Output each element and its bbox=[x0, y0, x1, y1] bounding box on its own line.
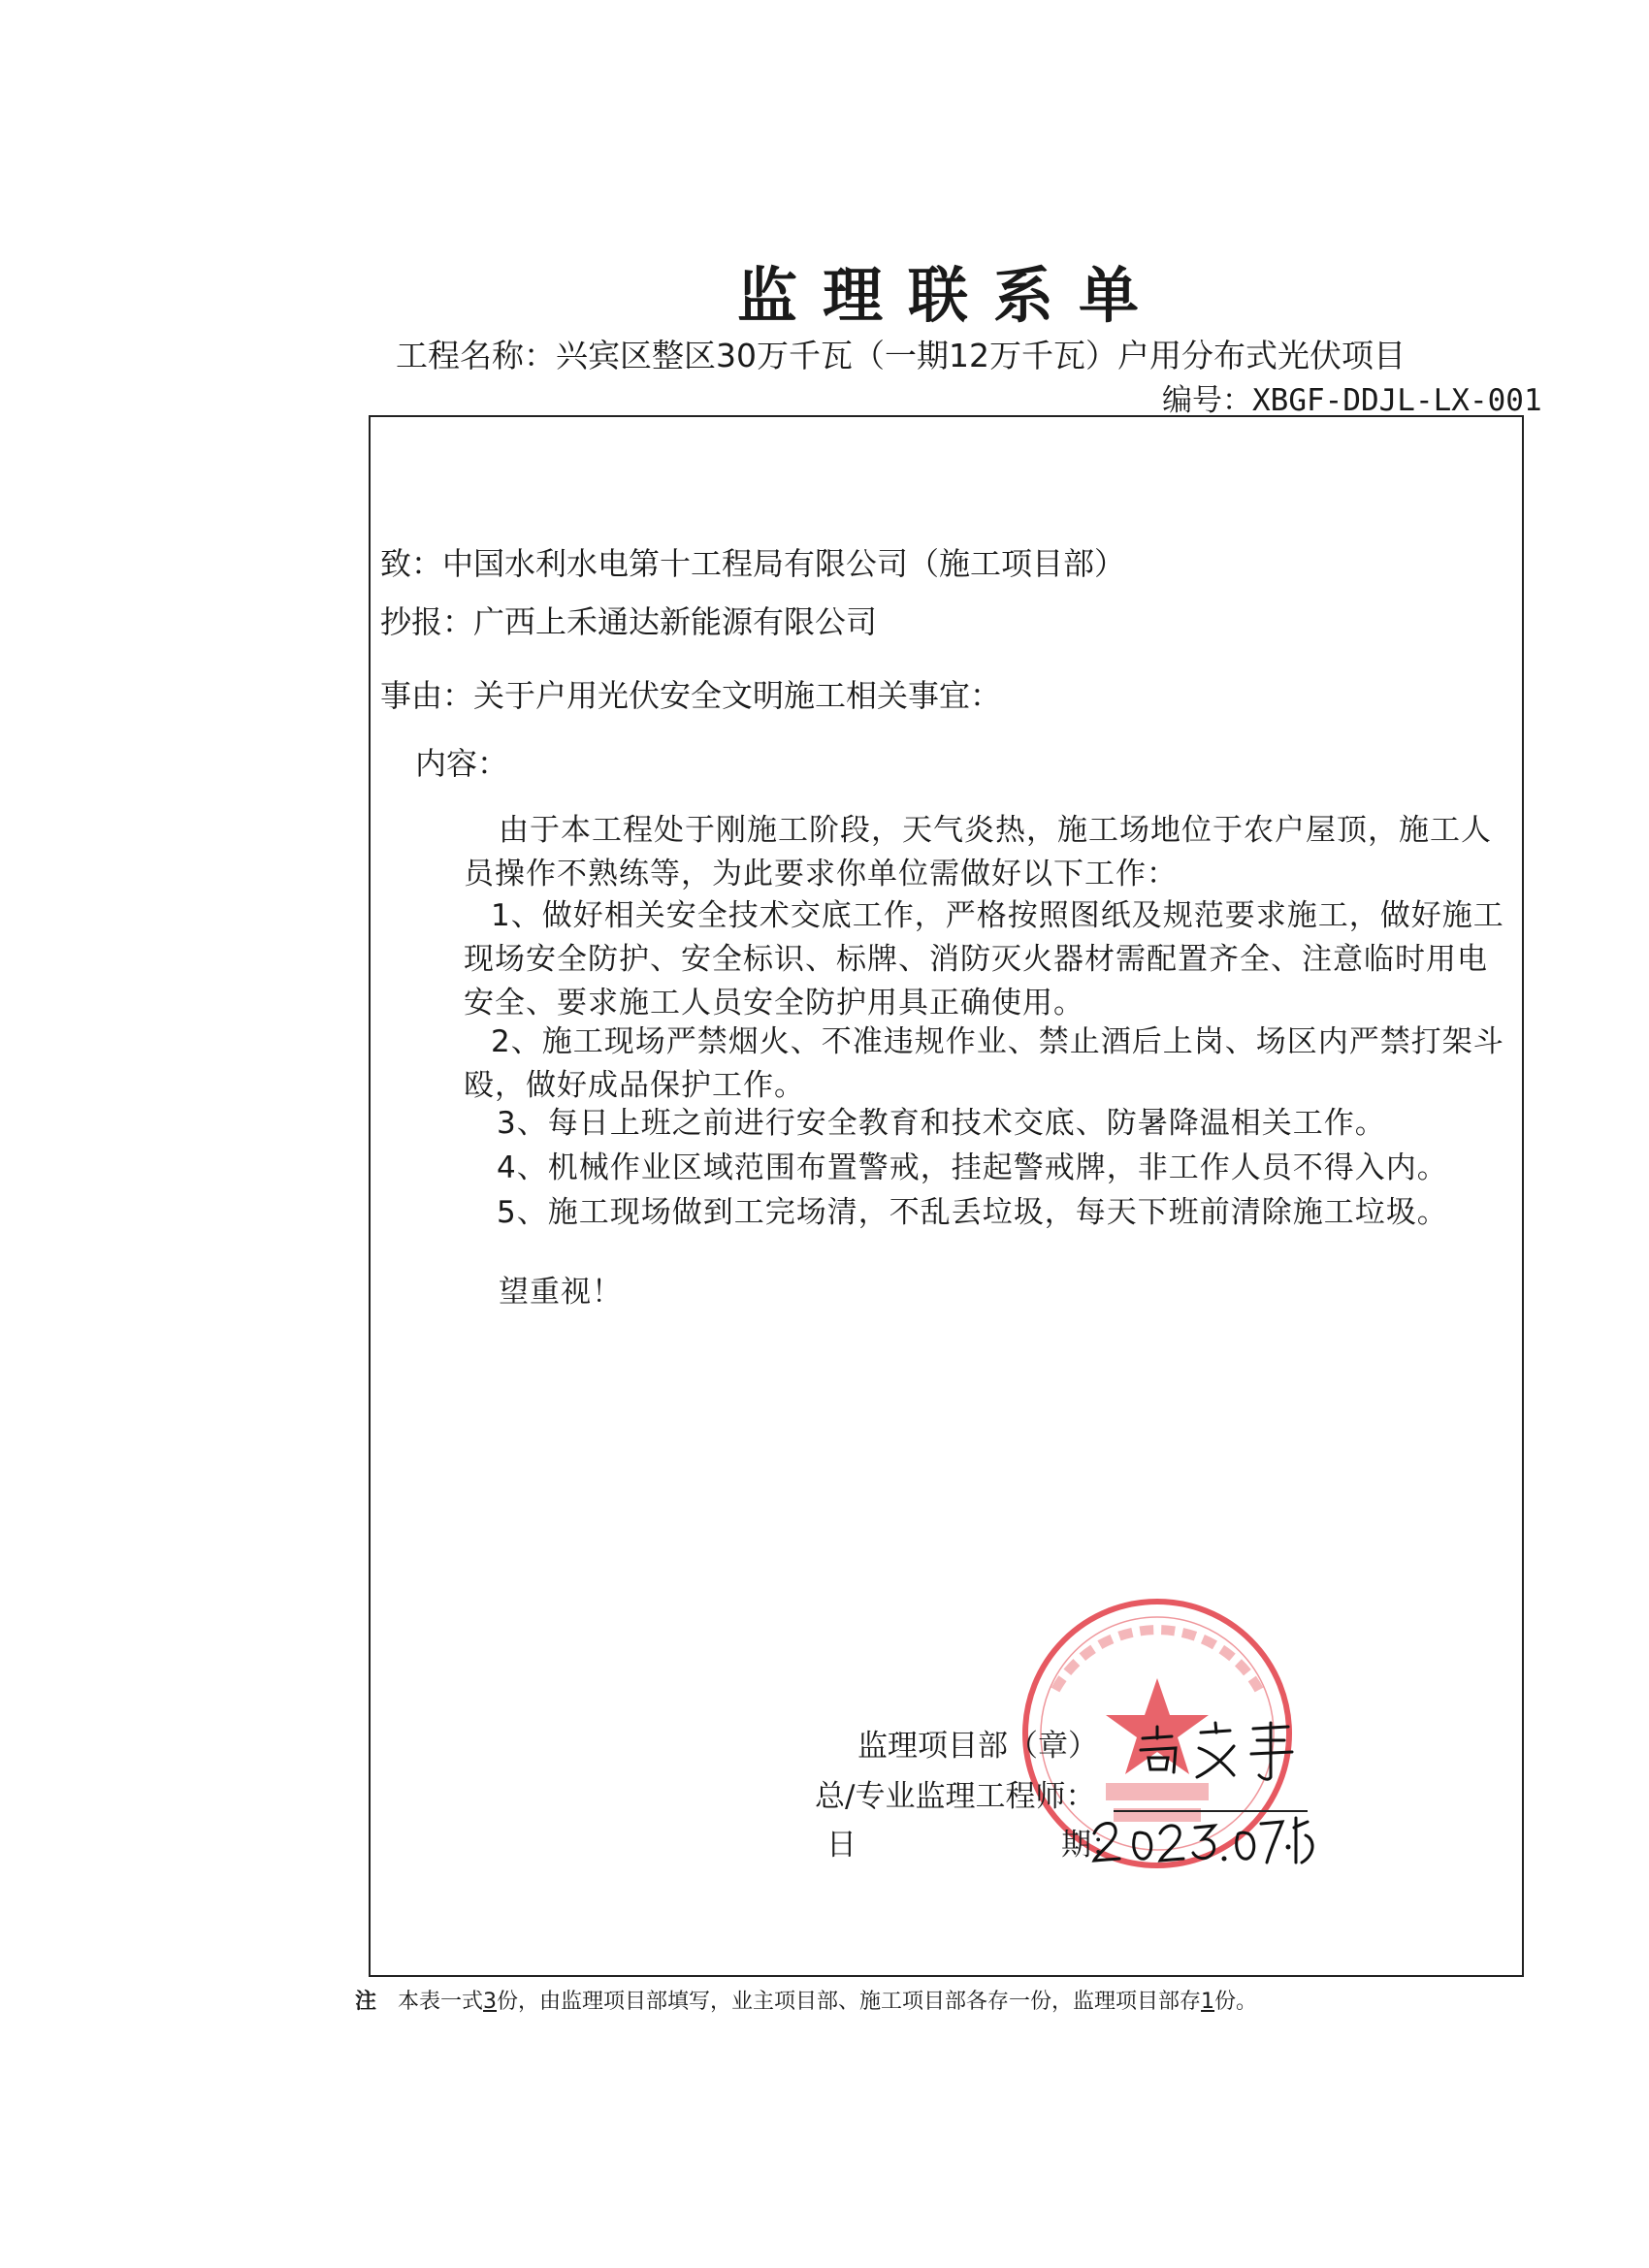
closing-remark: 望重视！ bbox=[499, 1275, 623, 1310]
list-item-2: 2、施工现场严禁烟火、不准违规作业、禁止酒后上岗、场区内严禁打架斗殴，做好成品保护工作。 bbox=[464, 1024, 1504, 1103]
footnote-part-2: 份，由监理项目部填写，业主项目部、施工项目部各存一份，监理项目部存 bbox=[497, 1990, 1202, 2014]
handwritten-date bbox=[1086, 1806, 1319, 1874]
engineer-label: 总/专业监理工程师： bbox=[815, 1779, 1096, 1814]
serial-label: 编号： bbox=[1162, 383, 1252, 418]
project-name: 兴宾区整区30万千瓦（一期12万千瓦）户用分布式光伏项目 bbox=[556, 337, 1406, 374]
date-label-char-2: 期： bbox=[1061, 1828, 1121, 1863]
serial-number: XBGF-DDJL-LX-001 bbox=[1252, 383, 1542, 418]
recipient-label: 致： bbox=[380, 545, 443, 582]
handwritten-signature bbox=[1133, 1719, 1327, 1787]
footnote-part-1: 本表一式 bbox=[398, 1990, 484, 2014]
footnote-label: 注 bbox=[355, 1990, 377, 2014]
subject: 关于户用光伏安全文明施工相关事宜： bbox=[473, 677, 1002, 714]
list-item-3: 3、每日上班之前进行安全教育和技术交底、防暑降温相关工作。 bbox=[497, 1106, 1386, 1141]
copies-total: 3 bbox=[483, 1990, 498, 2014]
project-label: 工程名称： bbox=[396, 337, 556, 374]
cc-label: 抄报： bbox=[380, 603, 474, 640]
content-label: 内容： bbox=[415, 745, 509, 782]
supervision-dept-label: 监理项目部（章） bbox=[857, 1729, 1098, 1764]
project-name-line bbox=[396, 331, 1406, 376]
intro-paragraph: 由于本工程处于刚施工阶段，天气炎热，施工场地位于农户屋顶，施工人员操作不熟练等，为此要求你单位需做好以下工作： bbox=[464, 813, 1492, 891]
cc-recipient: 广西上禾通达新能源有限公司 bbox=[473, 603, 878, 640]
serial-number-line bbox=[1162, 375, 1542, 419]
list-item-5: 5、施工现场做到工完场清，不乱丢垃圾，每天下班前清除施工垃圾。 bbox=[497, 1195, 1448, 1230]
copies-supervision: 1 bbox=[1201, 1990, 1215, 2014]
document-title: 监理联系单 bbox=[736, 260, 1164, 331]
recipient-line bbox=[380, 539, 1125, 584]
footnote bbox=[355, 1985, 1257, 2015]
list-item-1: 1、做好相关安全技术交底工作，严格按照图纸及规范要求施工，做好施工现场安全防护、安全标识、标牌、消防灭火器材需配置齐全、注意临时用电安全、要求施工人员安全防护用具正确使用。 bbox=[464, 898, 1504, 1021]
subject-line bbox=[380, 671, 1001, 716]
cc-line bbox=[380, 598, 877, 642]
recipient: 中国水利水电第十工程局有限公司（施工项目部） bbox=[442, 545, 1126, 582]
footnote-part-3: 份。 bbox=[1214, 1990, 1258, 2014]
date-label-char-1: 日 bbox=[826, 1828, 857, 1863]
list-item-4: 4、机械作业区域范围布置警戒，挂起警戒牌，非工作人员不得入内。 bbox=[497, 1150, 1448, 1185]
subject-label: 事由： bbox=[380, 677, 474, 714]
